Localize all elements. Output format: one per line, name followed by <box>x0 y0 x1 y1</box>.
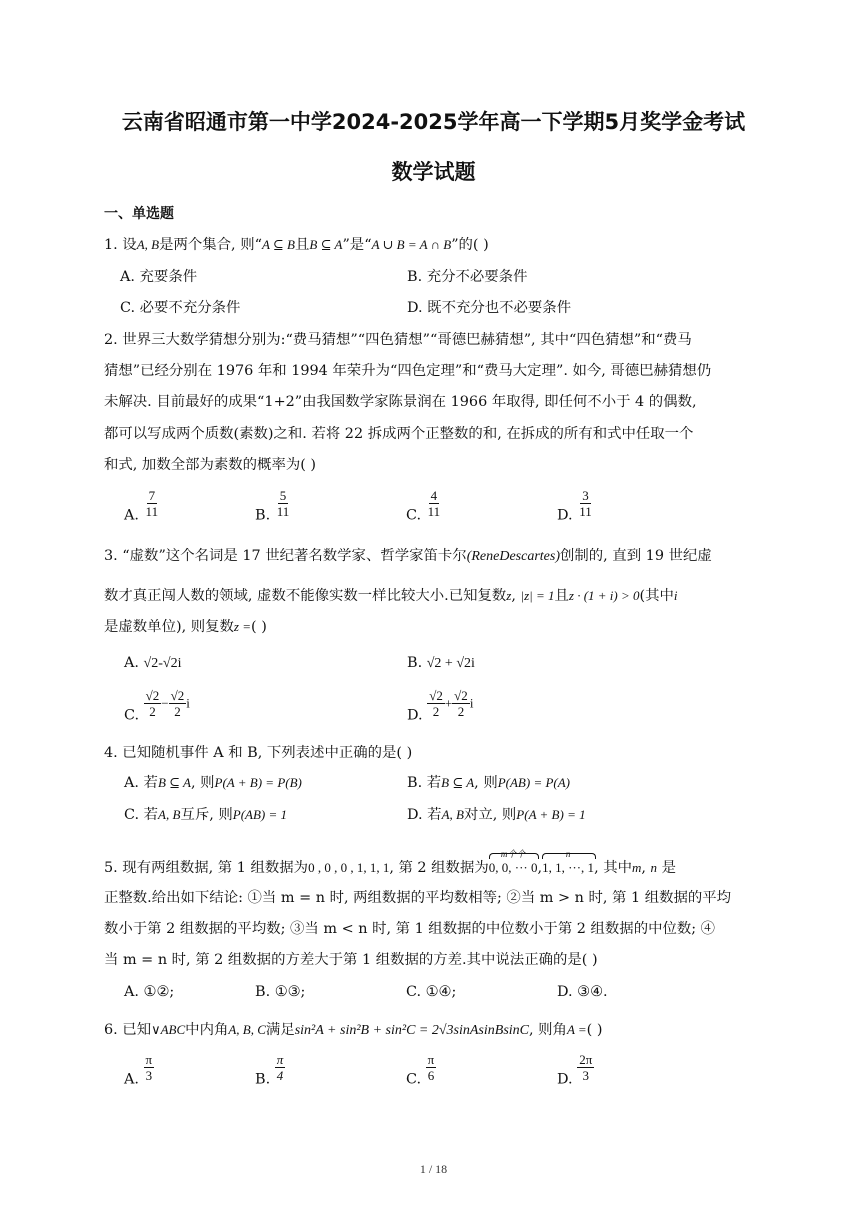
numerator: 5 <box>279 488 287 503</box>
q2-line-3: 未解决. 目前最好的成果“1+2”由我国数学家陈景润在 1966 年取得, 即任何不小于 4 的偶数, <box>104 394 697 410</box>
q3-line-2 <box>104 586 678 606</box>
denominator: 11 <box>145 504 159 519</box>
q5-line-1: 5. 现有两组数据, 第 1 组数据为0 , 0 , 0 , 1, 1, 1, 第 2 组数据为 m个个 0, 0, ··· 0, n 1, 1, ···, 1, 其中m, n 是 <box>104 858 676 878</box>
q6-equation: sin²A + sin²B + sin²C = 2√3sinAsinBsinC <box>294 1023 529 1038</box>
q1-option-a[interactable]: A. 充要条件 <box>120 269 198 285</box>
q4-b-pre: B. 若 <box>407 775 442 791</box>
q4-b-mid: , 则 <box>474 775 498 791</box>
q6-option-a-label: A. <box>124 1071 139 1088</box>
brace-body: 1, 1, ···, 1 <box>542 860 595 875</box>
q4-c-cond: A, B <box>158 807 181 822</box>
q1-cond-1: A ⊆ B <box>261 237 295 252</box>
numerator: √2 <box>145 688 160 703</box>
q4-a-mid: , 则 <box>190 775 215 791</box>
q2-option-d[interactable] <box>557 488 594 526</box>
q2-option-a[interactable] <box>124 488 160 526</box>
q6-option-d-label: D. <box>557 1071 573 1088</box>
document-title-line-1: 云南省昭通市第一中学2024-2025学年高一下学期5月奖学金考试 <box>121 110 746 134</box>
q1-num: 1. 设 <box>104 237 137 253</box>
q3-z-eq: z = <box>233 619 251 634</box>
q5-text-3: , 其中 <box>594 860 632 876</box>
q5-m: m <box>632 860 642 875</box>
q3-option-a-value: √2-√2i <box>143 656 182 671</box>
numerator: √2 <box>170 688 185 703</box>
q3-and: 且 <box>554 588 569 604</box>
q1-sets: A, B <box>136 237 160 252</box>
q5-line-3: 数小于第 2 组数据的平均数; ③当 m < n 时, 第 1 组数据的中位数小于第 2 组数据的中位数; ④ <box>104 921 716 937</box>
imag-unit: i <box>469 695 474 711</box>
q6-text-3: 满足 <box>265 1022 295 1038</box>
q1-text-2: 且 <box>295 237 310 253</box>
q4-option-b[interactable] <box>407 773 570 793</box>
q3-option-c[interactable] <box>124 688 190 726</box>
q6-option-a[interactable] <box>124 1052 154 1090</box>
q3-option-b-value: √2 + √2i <box>426 656 475 671</box>
q1-text-4: ”的( ) <box>451 237 489 253</box>
numerator: π <box>427 1052 435 1067</box>
q4-c-mid: 互斥, 则 <box>180 807 233 823</box>
q1-cond-3: A ∪ B = A ∩ B <box>371 237 452 252</box>
q5-n: n <box>650 860 658 875</box>
q2-option-b[interactable] <box>255 488 291 526</box>
q6-option-b[interactable] <box>255 1052 285 1090</box>
q3-text-3: 数才真正闯人数的领域, 虚数不能像实数一样比较大小.已知复数 <box>104 588 507 604</box>
q3-text-1: 3. “虚数”这个名词是 17 世纪著名数学家、哲学家笛卡尔 <box>104 548 467 564</box>
q4-d-mid: 对立, 则 <box>463 807 517 823</box>
q3-option-a[interactable] <box>124 653 181 674</box>
q6-triangle: ∨ABC <box>151 1022 186 1037</box>
q3-option-c-frac-1 <box>144 688 162 719</box>
q4-a-expr: P(A + B) = P(B) <box>214 775 302 790</box>
q6-text-1: 6. 已知 <box>104 1022 152 1038</box>
q5-option-d[interactable]: D. ③④. <box>557 984 608 1000</box>
q5-option-c[interactable]: C. ①④; <box>406 984 457 1000</box>
q5-text-4: 是 <box>661 860 677 876</box>
q6-text-2: 中内角 <box>185 1022 229 1038</box>
q1-option-d[interactable]: D. 既不充分也不必要条件 <box>407 300 572 316</box>
q1-option-c[interactable]: C. 必要不充分条件 <box>120 300 241 316</box>
brace-label: m个个 <box>500 849 526 859</box>
minus-sign: − <box>161 695 169 711</box>
q2-line-2: 猜想”已经分别在 1976 年和 1994 年荣升为“四色定理”和“费马大定理”. 如今, 哥德巴赫猜想仍 <box>104 363 712 379</box>
imag-unit: i <box>186 695 190 711</box>
q5-text-1: 5. 现有两组数据, 第 1 组数据为 <box>104 860 309 876</box>
denominator: 11 <box>427 504 441 519</box>
q3-option-a-label: A. <box>124 655 139 671</box>
q5-text-2: , 第 2 组数据为 <box>389 860 489 876</box>
q3-blank: ( ) <box>251 619 267 635</box>
denominator: 2 <box>457 704 465 719</box>
section-heading: 一、单选题 <box>104 206 174 222</box>
q6-a-eq: A = <box>566 1022 587 1037</box>
q4-a-pre: A. 若 <box>124 775 158 791</box>
question-1-stem <box>104 235 489 255</box>
denominator: 3 <box>145 1068 153 1083</box>
q2-option-c-label: C. <box>406 507 422 524</box>
q4-a-cond: B ⊆ A <box>157 775 191 790</box>
q1-text-3: ”是“ <box>342 237 372 253</box>
q5-option-b[interactable]: B. ①③; <box>255 984 306 1000</box>
q3-option-c-frac-2 <box>169 688 187 719</box>
q4-d-cond: A, B <box>441 807 464 822</box>
q2-line-5: 和式, 加数全部为素数的概率为( ) <box>104 457 317 473</box>
q6-option-c-fraction <box>426 1052 437 1083</box>
denominator: 11 <box>276 504 290 519</box>
q6-option-d[interactable] <box>557 1052 594 1090</box>
q3-option-d-label: D. <box>407 707 423 724</box>
q2-line-1: 2. 世界三大数学猜想分别为:“费马猜想”“四色猜想”“哥德巴赫猜想”, 其中“四色猜想”和“费马 <box>104 332 692 348</box>
numerator: √2 <box>454 688 468 703</box>
brace-arc <box>489 853 540 859</box>
q3-line-3 <box>104 617 267 637</box>
q6-angles: A, B, C <box>228 1022 266 1037</box>
q2-line-4: 都可以写成两个质数(素数)之和. 若将 22 拆成两个正整数的和, 在拆成的所有和式中任取一个 <box>104 426 694 442</box>
q2-option-d-label: D. <box>557 507 573 524</box>
q4-b-expr: P(AB) = P(A) <box>497 775 571 790</box>
q3-condition: z · (1 + i) > 0 <box>568 588 640 603</box>
q2-option-b-fraction <box>275 488 292 519</box>
q1-cond-2: B ⊆ A <box>309 237 343 252</box>
q4-stem: 4. 已知随机事件 A 和 B, 下列表述中正确的是( ) <box>104 745 413 761</box>
q6-blank: ( ) <box>586 1022 603 1038</box>
q4-option-c[interactable] <box>124 805 287 825</box>
q4-d-expr: P(A + B) = 1 <box>516 807 586 822</box>
numerator: 3 <box>582 488 589 503</box>
denominator: 2 <box>149 704 156 719</box>
q6-stem <box>104 1020 602 1041</box>
q4-option-d[interactable] <box>407 805 586 825</box>
q3-option-c-label: C. <box>124 707 140 724</box>
numerator: π <box>276 1052 284 1067</box>
q1-text-1: 是两个集合, 则“ <box>159 237 262 253</box>
q3-z: z <box>506 588 512 603</box>
q3-text-4: 是虚数单位) <box>104 619 182 635</box>
q2-option-c[interactable] <box>406 488 442 526</box>
q5-comma: , <box>641 860 646 876</box>
denominator: 3 <box>582 1068 589 1083</box>
plus-sign: + <box>444 695 453 711</box>
q5-line-2: 正整数.给出如下结论: ①当 m = n 时, 两组数据的平均数相等; ②当 m > n 时, 第 1 组数据的平均 <box>104 890 732 906</box>
q2-option-c-fraction <box>426 488 443 519</box>
q4-option-a[interactable] <box>124 773 302 793</box>
q4-b-cond: B ⊆ A <box>441 775 475 790</box>
q5-option-a[interactable]: A. ①②; <box>124 984 175 1000</box>
q1-option-b[interactable]: B. 充分不必要条件 <box>407 269 528 285</box>
q2-option-b-label: B. <box>255 507 271 524</box>
page-number: 1 / 18 <box>419 1162 448 1176</box>
q3-i: i <box>673 588 678 603</box>
q4-c-expr: P(AB) = 1 <box>232 807 288 822</box>
q3-option-b-label: B. <box>407 655 423 671</box>
q2-option-a-fraction <box>144 488 161 519</box>
q2-option-d-fraction <box>577 488 594 519</box>
q3-descartes: (ReneDescartes) <box>466 549 560 564</box>
q4-c-pre: C. 若 <box>124 807 159 823</box>
q3-option-b[interactable] <box>407 653 475 674</box>
q5-brace-zeros <box>488 849 538 878</box>
q3-option-d-frac-2 <box>452 688 470 719</box>
denominator: 4 <box>276 1068 284 1083</box>
q3-text-2: 创制的, 直到 19 世纪虚 <box>559 548 712 564</box>
denominator: 2 <box>174 704 181 719</box>
q4-d-pre: D. 若 <box>407 807 442 823</box>
q5-line-4: 当 m = n 时, 第 2 组数据的方差大于第 1 组数据的方差.其中说法正确的是( ) <box>104 952 598 968</box>
q6-option-a-fraction <box>144 1052 155 1083</box>
q6-option-d-fraction <box>577 1052 594 1083</box>
numerator: √2 <box>429 688 443 703</box>
q3-option-d-frac-1 <box>427 688 445 719</box>
document-title-line-2: 数学试题 <box>391 160 476 184</box>
brace-body: 0, 0, ··· 0 <box>488 860 538 875</box>
q6-option-b-fraction <box>275 1052 286 1083</box>
q6-text-4: , 则角 <box>529 1022 567 1038</box>
q5-brace-ones <box>542 849 595 878</box>
q3-line-1 <box>104 546 712 567</box>
numerator: 7 <box>148 488 156 503</box>
denominator: 11 <box>579 504 592 519</box>
numerator: 4 <box>430 488 438 503</box>
q3-option-d[interactable] <box>407 688 473 726</box>
denominator: 6 <box>427 1068 435 1083</box>
q6-option-b-label: B. <box>255 1071 271 1088</box>
denominator: 2 <box>432 704 440 719</box>
q2-option-a-label: A. <box>124 507 139 524</box>
q6-option-c[interactable] <box>406 1052 436 1090</box>
q5-group-1: 0 , 0 , 0 , 1, 1, 1 <box>308 860 390 875</box>
q3-comma: , <box>511 588 516 604</box>
q3-paren: (其中 <box>639 588 674 604</box>
q3-text-5: , 则复数 <box>181 619 234 635</box>
q6-option-c-label: C. <box>406 1071 422 1088</box>
brace-label: n <box>565 849 571 859</box>
q3-modulus: |z| = 1 <box>520 588 555 603</box>
brace-arc <box>542 853 596 859</box>
numerator: π <box>145 1052 153 1067</box>
numerator: 2π <box>579 1052 593 1067</box>
